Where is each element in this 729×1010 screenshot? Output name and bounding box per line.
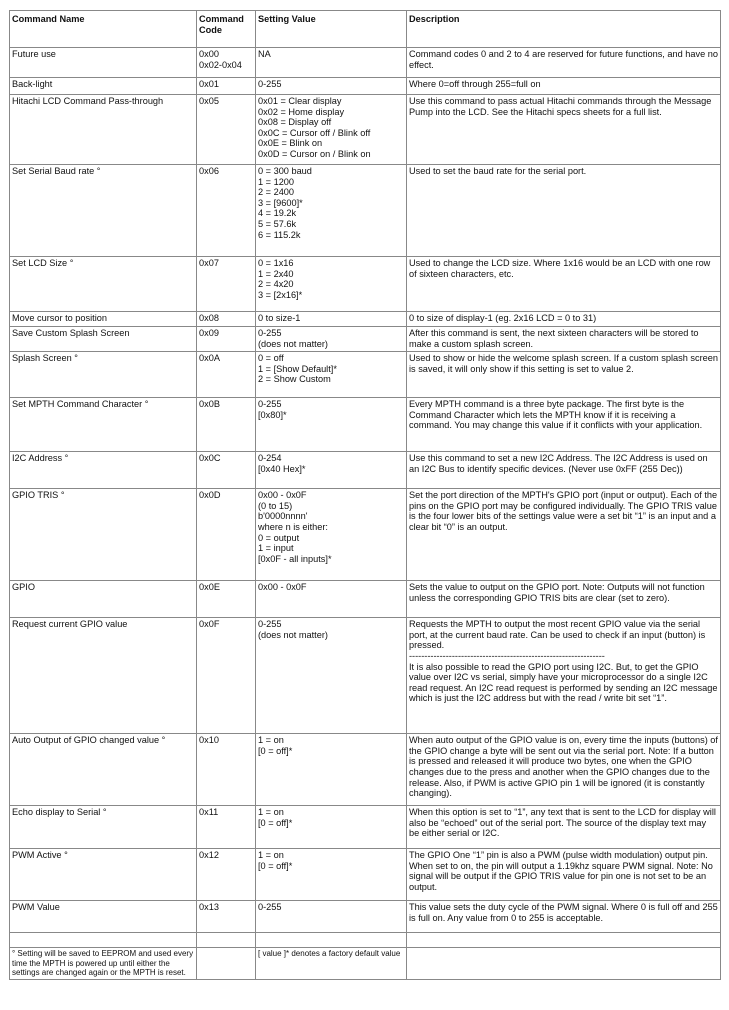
setting-value-line: 0x02 = Home display <box>258 106 345 117</box>
table-row <box>10 257 721 312</box>
setting-value <box>256 901 407 933</box>
header-description: Description <box>407 11 721 48</box>
document-page <box>9 10 721 980</box>
command-name: PWM Value <box>10 901 197 933</box>
setting-value <box>256 165 407 257</box>
setting-value-line: 1 = on <box>258 850 284 861</box>
command-code <box>197 452 256 489</box>
command-code <box>197 48 256 78</box>
setting-value <box>256 95 407 165</box>
header-command-code: Command Code <box>197 11 256 48</box>
setting-value-line: 6 = 115.2k <box>258 229 301 240</box>
setting-value-line: 0 = 1x16 <box>258 258 294 268</box>
description <box>407 806 721 849</box>
setting-value-line: 0-255 <box>258 79 282 89</box>
command-code <box>197 327 256 352</box>
header-row <box>10 11 721 48</box>
command-code-line: 0x01 <box>199 79 219 89</box>
command-name: GPIO <box>10 581 197 618</box>
setting-value <box>256 48 407 78</box>
command-code <box>197 849 256 901</box>
description-line: 0 to size of display-1 (eg. 2x16 LCD = 0 to 31) <box>409 313 597 323</box>
command-name: Splash Screen ° <box>10 352 197 398</box>
command-table <box>9 10 721 980</box>
command-code <box>197 352 256 398</box>
setting-value <box>256 398 407 452</box>
description <box>407 327 721 352</box>
description-line: Command codes 0 and 2 to 4 are reserved for future functions, and have no effect. <box>409 49 718 70</box>
command-code <box>197 78 256 95</box>
footnote-row <box>10 948 721 980</box>
table-row <box>10 489 721 581</box>
setting-value-line: 0-255 <box>258 399 282 410</box>
command-code <box>197 489 256 581</box>
description <box>407 489 721 581</box>
description <box>407 312 721 327</box>
description <box>407 78 721 95</box>
table-row <box>10 352 721 398</box>
table-row <box>10 78 721 95</box>
setting-value-line: 2 = 4x20 <box>258 279 294 290</box>
description-line: After this command is sent, the next sixteen characters will be stored to make a custom splash screen. <box>409 328 699 349</box>
setting-value-line: 0 = off <box>258 353 284 364</box>
description-line: Used to set the baud rate for the serial port. <box>409 166 587 176</box>
command-code <box>197 618 256 734</box>
command-name: Echo display to Serial ° <box>10 806 197 849</box>
command-code <box>197 398 256 452</box>
setting-value-line: 3 = [9600]* <box>258 197 303 208</box>
spacer-row <box>10 933 721 948</box>
setting-value-line: [0 = off]* <box>258 745 293 756</box>
table-row <box>10 901 721 933</box>
description <box>407 48 721 78</box>
setting-value-line: 0x08 = Display off <box>258 117 332 128</box>
table-row <box>10 312 721 327</box>
description <box>407 452 721 489</box>
setting-value-line: 0x0E = Blink on <box>258 138 323 149</box>
command-name: Save Custom Splash Screen <box>10 327 197 352</box>
setting-value <box>256 257 407 312</box>
description <box>407 618 721 734</box>
description-line: The GPIO One “1” pin is also a PWM (pulse width modulation) output pin. When set to on, the pin will output a 1.19khz square PWM signal. Note: No signal will be output if the GPIO TRIS value for pin one is not set to be an output. <box>409 850 713 892</box>
setting-value-line: (does not matter) <box>258 629 328 640</box>
command-code <box>197 901 256 933</box>
command-name: Set LCD Size ° <box>10 257 197 312</box>
command-code-line: 0x06 <box>199 166 219 176</box>
description <box>407 257 721 312</box>
setting-value-line: (does not matter) <box>258 338 328 349</box>
table-row <box>10 95 721 165</box>
setting-value-line: [0x80]* <box>258 409 287 420</box>
setting-value <box>256 849 407 901</box>
setting-value-line: 0x0C = Cursor off / Blink off <box>258 127 371 138</box>
command-code-line: 0x0D <box>199 490 221 501</box>
description <box>407 849 721 901</box>
description-line: Every MPTH command is a three byte package. The first byte is the Command Character which lets the MPTH know if it is receiving a command. You may change this value if it conflicts with your application. <box>409 399 703 431</box>
description <box>407 581 721 618</box>
command-code-line: 0x09 <box>199 328 219 338</box>
description-line: Used to show or hide the welcome splash screen. If a custom splash screen is saved, it will only show if this setting is set to value 2. <box>409 353 718 374</box>
command-code-line: 0x0B <box>199 399 220 410</box>
footnote-default: [ value ]* denotes a factory default value <box>256 948 407 980</box>
setting-value-line: 0x0D = Cursor on / Blink on <box>258 148 371 159</box>
footnote-eeprom: ° Setting will be saved to EEPROM and used every time the MPTH is powered up until either the settings are changed again or the MPTH is reset. <box>10 948 197 980</box>
command-code <box>197 165 256 257</box>
command-code-line: 0x10 <box>199 735 219 746</box>
setting-value-line: [0x40 Hex]* <box>258 463 306 474</box>
command-code-line: 0x05 <box>199 96 219 106</box>
command-code-line: 0x11 <box>199 807 219 818</box>
table-row <box>10 165 721 257</box>
setting-value-line: 0 = 300 baud <box>258 166 312 176</box>
setting-value-line: 0-255 <box>258 902 282 913</box>
table-row <box>10 48 721 78</box>
description-line: ---------------------------------------------------------------- <box>409 650 605 661</box>
description <box>407 901 721 933</box>
table-body <box>10 48 721 933</box>
command-code-line: 0x0C <box>199 453 221 464</box>
setting-value-line: 0x00 - 0x0F <box>258 490 307 501</box>
setting-value-line: 2 = Show Custom <box>258 374 331 385</box>
setting-value-line: 1 = on <box>258 735 284 746</box>
description-line: Where 0=off through 255=full on <box>409 79 541 89</box>
description-line: Set the port direction of the MPTH's GPIO port (input or output). Each of the pins on the GPIO port may be configured individually. The GPIO TRIS value is the four lower bits of the settings value were a set bit “1” is an input and a clear bit “0” is an output. <box>409 490 718 532</box>
setting-value-line: 0x00 - 0x0F <box>258 582 307 593</box>
setting-value-line: 1 = on <box>258 807 284 818</box>
setting-value-line: 0-254 <box>258 453 282 464</box>
setting-value-line: 5 = 57.6k <box>258 218 297 229</box>
command-code-line: 0x00 <box>199 49 219 59</box>
description-line: Use this command to pass actual Hitachi commands through the Message Pump into the LCD. See the Hitachi specs sheets for a full list. <box>409 96 712 117</box>
command-name: Auto Output of GPIO changed value ° <box>10 734 197 806</box>
setting-value <box>256 327 407 352</box>
setting-value-line: 2 = 2400 <box>258 187 295 198</box>
command-name: Back-light <box>10 78 197 95</box>
command-name: GPIO TRIS ° <box>10 489 197 581</box>
table-row <box>10 734 721 806</box>
command-name: PWM Active ° <box>10 849 197 901</box>
command-code <box>197 95 256 165</box>
command-code-line: 0x13 <box>199 902 219 913</box>
setting-value-line: 0 to size-1 <box>258 313 301 323</box>
setting-value-line: 0-255 <box>258 328 282 338</box>
description-line: It is also possible to read the GPIO port using I2C. But, to get the GPIO value over I2C vs serial, simply have your microprocessor do a single I2C read request. An I2C read request is performed by sending an I2C message which is just the I2C address but with the read / write bit set “1”. <box>409 661 718 704</box>
setting-value <box>256 806 407 849</box>
command-code-line: 0x0A <box>199 353 220 364</box>
setting-value-line: [0 = off]* <box>258 817 293 828</box>
description-line: This value sets the duty cycle of the PWM signal. Where 0 is full off and 255 is full on. Any value from 0 to 255 is acceptable. <box>409 902 718 923</box>
command-name: Future use <box>10 48 197 78</box>
table-row <box>10 849 721 901</box>
setting-value <box>256 618 407 734</box>
header-setting-value: Setting Value <box>256 11 407 48</box>
description <box>407 734 721 806</box>
description <box>407 165 721 257</box>
setting-value-line: (0 to 15) <box>258 500 293 511</box>
description-line: Requests the MPTH to output the most recent GPIO value via the serial port, at the current baud rate. Can be used to check if an input (button) is pressed. <box>409 619 706 651</box>
header-command-name: Command Name <box>10 11 197 48</box>
setting-value <box>256 581 407 618</box>
table-row <box>10 806 721 849</box>
setting-value <box>256 352 407 398</box>
table-row <box>10 581 721 618</box>
setting-value <box>256 489 407 581</box>
setting-value <box>256 734 407 806</box>
description-line: Used to change the LCD size. Where 1x16 would be an LCD with one row of sixteen characters, etc. <box>409 258 711 279</box>
setting-value-line: where n is either: <box>258 521 328 532</box>
command-code-line: 0x07 <box>199 258 219 268</box>
command-code <box>197 312 256 327</box>
setting-value-line: 0 = output <box>258 532 300 543</box>
description-line: Sets the value to output on the GPIO port. Note: Outputs will not function unless the corresponding GPIO TRIS bits are clear (set to zero). <box>409 582 705 603</box>
setting-value-line: 0-255 <box>258 619 282 630</box>
setting-value-line: [0 = off]* <box>258 860 293 871</box>
command-code-line: 0x0E <box>199 582 220 593</box>
command-code <box>197 581 256 618</box>
command-name: Set Serial Baud rate ° <box>10 165 197 257</box>
setting-value-line: 1 = input <box>258 543 294 554</box>
command-code <box>197 734 256 806</box>
description-line: Use this command to set a new I2C Address. The I2C Address is used on an I2C Bus to identify specific devices. (Never use 0xFF (255 Dec)) <box>409 453 708 474</box>
setting-value <box>256 312 407 327</box>
table-row <box>10 452 721 489</box>
command-name: I2C Address ° <box>10 452 197 489</box>
command-code-line: 0x0F <box>199 619 220 630</box>
setting-value <box>256 78 407 95</box>
setting-value-line: 1 = [Show Default]* <box>258 363 337 374</box>
command-name: Request current GPIO value <box>10 618 197 734</box>
description <box>407 398 721 452</box>
setting-value-line: 1 = 1200 <box>258 176 295 187</box>
setting-value-line: b'0000nnnn' <box>258 511 308 522</box>
command-code-line: 0x12 <box>199 850 219 861</box>
command-code <box>197 257 256 312</box>
setting-value-line: [0x0F - all inputs]* <box>258 553 332 564</box>
setting-value-line: 4 = 19.2k <box>258 208 297 219</box>
setting-value <box>256 452 407 489</box>
setting-value-line: 0x01 = Clear display <box>258 96 342 106</box>
setting-value-line: 1 = 2x40 <box>258 268 294 279</box>
table-row <box>10 398 721 452</box>
description-line: When this option is set to “1”, any text that is sent to the LCD for display will also be “echoed” out of the serial port. The source of the display text may be either serial or I2C. <box>409 807 716 839</box>
command-name: Move cursor to position <box>10 312 197 327</box>
table-row <box>10 327 721 352</box>
description-line: When auto output of the GPIO value is on, every time the inputs (buttons) of the GPIO change a byte will be sent out via the serial port. Note: If a button is pressed and released it will produce two bytes, one when the GPIO changes due to the press and another when the GPIO changes due to the release. Also, if PWM is active GPIO pin 1 will be ignored (it is constantly changing). <box>409 735 718 799</box>
command-code <box>197 806 256 849</box>
command-code-line: 0x02-0x04 <box>199 59 242 70</box>
description <box>407 95 721 165</box>
command-name: Set MPTH Command Character ° <box>10 398 197 452</box>
command-code-line: 0x08 <box>199 313 219 323</box>
table-row <box>10 618 721 734</box>
description <box>407 352 721 398</box>
setting-value-line: 3 = [2x16]* <box>258 289 303 300</box>
setting-value-line: NA <box>258 49 271 59</box>
command-name: Hitachi LCD Command Pass-through <box>10 95 197 165</box>
